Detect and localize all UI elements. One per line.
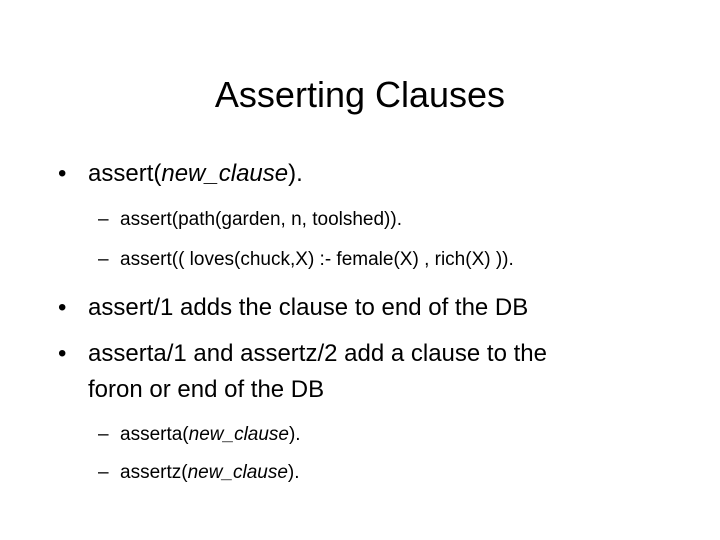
bullet-text-prefix: assert( [88, 160, 162, 187]
bullet-text: assert/1 adds the clause to end of the DB [88, 294, 529, 321]
sub-item [98, 245, 698, 275]
bullet-marker: • [58, 340, 67, 367]
bullet-text-line-1: asserta/1 and assertz/2 add a clause to the [88, 340, 547, 367]
bullet-text-italic: new_clause [161, 160, 289, 187]
slide-title: Asserting Clauses [214, 74, 506, 115]
sub-item [98, 420, 698, 450]
bullet-text-line-2: foron or end of the DB [88, 376, 325, 403]
sub-item [98, 458, 698, 488]
sub-item-suffix: ). [287, 462, 300, 483]
sub-item-suffix: ). [288, 424, 301, 445]
sub-item-prefix: assertz( [120, 462, 188, 483]
sub-item-text: assert(path(garden, n, toolshed)). [120, 209, 402, 230]
dash-marker: – [98, 249, 109, 270]
dash-marker: – [98, 424, 109, 445]
bullet-marker: • [58, 294, 67, 321]
bullet-item [58, 156, 688, 192]
sub-item [98, 205, 698, 235]
dash-marker: – [98, 209, 109, 230]
sub-item-italic: new_clause [188, 424, 289, 445]
bullet-item [58, 290, 688, 326]
bullet-item [58, 336, 688, 408]
sub-item-prefix: asserta( [120, 424, 189, 445]
sub-item-text: assert(( loves(chuck,X) :- female(X) , rich(X) )). [120, 249, 514, 270]
sub-item-italic: new_clause [187, 462, 288, 483]
bullet-marker: • [58, 160, 67, 187]
dash-marker: – [98, 462, 109, 483]
bullet-text-suffix: ). [288, 160, 303, 187]
